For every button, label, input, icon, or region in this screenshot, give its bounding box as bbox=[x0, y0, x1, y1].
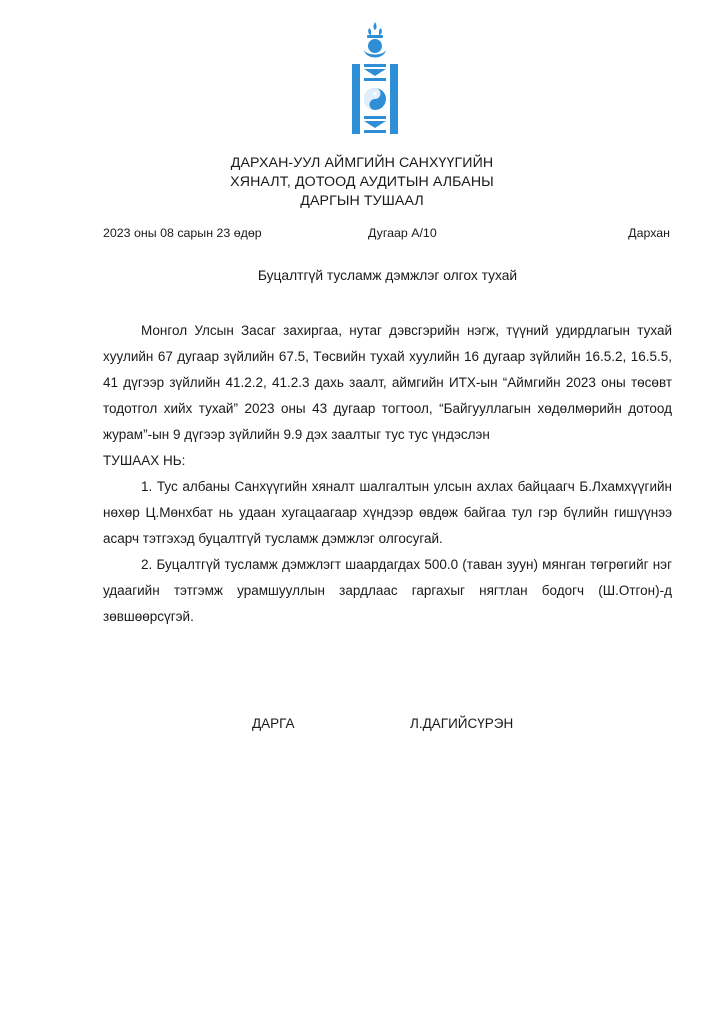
header-line-doc-type: ДАРГЫН ТУШААЛ bbox=[300, 193, 424, 209]
document-place: Дархан bbox=[628, 226, 670, 240]
signatory-name: Л.ДАГИЙСҮРЭН bbox=[410, 716, 514, 731]
order-heading: ТУШААХ НЬ: bbox=[103, 453, 186, 468]
header-line-organization: ДАРХАН-УУЛ АЙМГИЙН САНХҮҮГИЙН bbox=[230, 155, 494, 171]
preamble-paragraph: Монгол Улсын Засаг захиргаа, нутаг дэвсгэрийн нэгж, түүний удирдлагын тухай хуулийн 67 дугаар зүйлийн 67.5, Төсвийн тухай хуулийн 16 дугаар зүйлийн 16.5.2, 16.5.5, 41 дүгээр зүйлийн 41.2.2, 41.2.3 дахь заалт, аймгийн ИТХ-ын “Аймгийн 2023 оны төсөвт тодотгол хийх тухай” 2023 оны 43 дугаар тогтоол, “Байгууллагын хөдөлмөрийн дотоод журам”-ын 9 дүгээр зүйлийн 9.9 дэх заалтыг тус тус үндэслэн bbox=[103, 323, 672, 442]
document-body bbox=[103, 318, 672, 630]
signatory-title: ДАРГА bbox=[252, 716, 295, 731]
order-item: 1. Тус албаны Санхүүгийн хяналт шалгалтын улсын ахлах байцаагч Б.Лхамхүүгийн нөхөр Ц.Мөнхбат нь удаан хугацаагаар хүндээр өвдөж байгаа тул гэр бүлийн гишүүнээ асарч тэтгэхэд буцалтгүй тусламж дэмжлэг олгосугай. bbox=[103, 479, 672, 546]
order-item: 2. Буцалтгүй тусламж дэмжлэгт шаардагдах 500.0 (таван зуун) мянган төгрөгийг нэг удаагийн тэтгэмж урамшууллын зардлаас гаргахыг нягтлан бодогч (Ш.Отгон)-д зөвшөөрсүгэй. bbox=[103, 557, 672, 624]
document-header bbox=[0, 154, 724, 211]
header-line-department: ХЯНАЛТ, ДОТООД АУДИТЫН АЛБАНЫ bbox=[230, 174, 494, 190]
document-subject: Буцалтгүй тусламж дэмжлэг олгох тухай bbox=[257, 268, 518, 283]
document-number: Дугаар А/10 bbox=[368, 226, 437, 240]
document-date: 2023 оны 08 сарын 23 өдөр bbox=[103, 226, 262, 240]
state-emblem-icon bbox=[347, 20, 403, 140]
